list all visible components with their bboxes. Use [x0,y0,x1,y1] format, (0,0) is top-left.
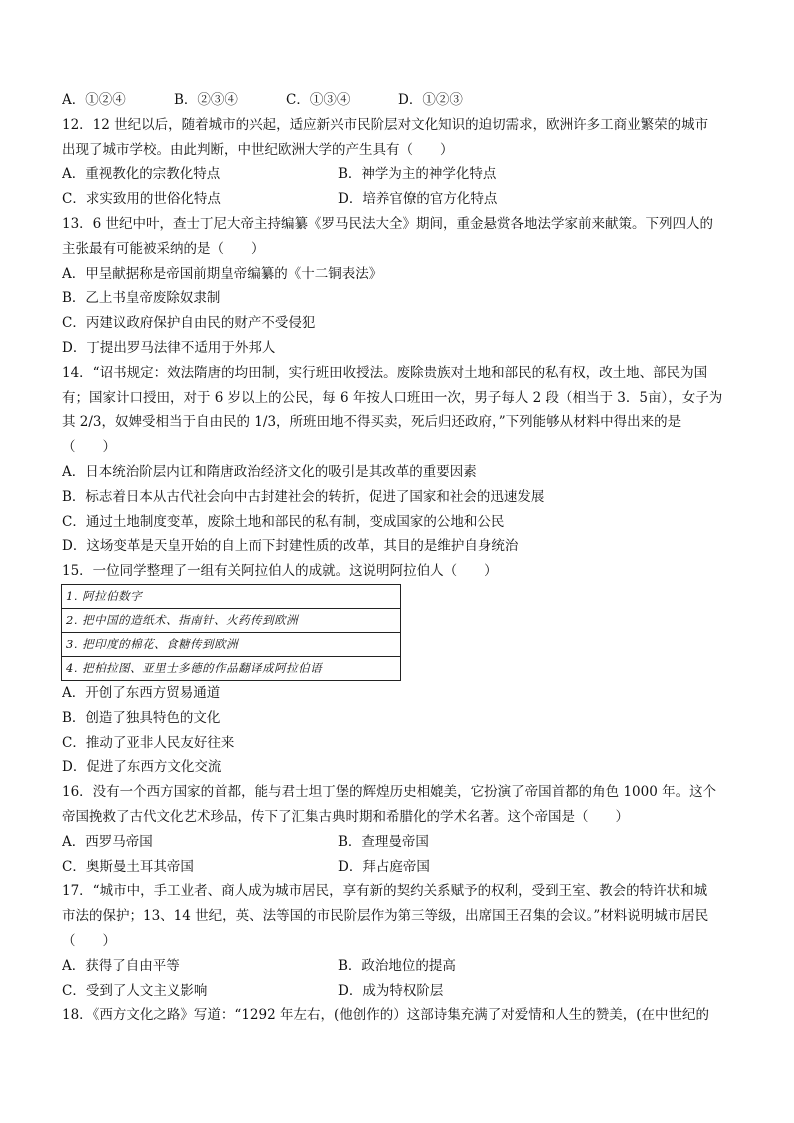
q14-option-a[interactable]: A．日本统治阶层内讧和隋唐政治经济文化的吸引是其改革的重要因素 [62,463,477,480]
q12-stem-line: 出现了城市学校。由此判断，中世纪欧洲大学的产生具有（ ） [62,141,454,158]
q15-option-a[interactable]: A．开创了东西方贸易通道 [62,684,221,701]
q13-stem-line: 主张最有可能被采纳的是（ ） [62,240,265,257]
q16-option-a[interactable]: A．西罗马帝国 [62,833,153,850]
q12-stem-line: 12．12 世纪以后，随着城市的兴起，适应新兴市民阶层对文化知识的迫切需求，欧洲许多工商业繁荣的城市 [62,116,709,133]
q15-option-b[interactable]: B．创造了独具特色的文化 [62,709,221,726]
q17-stem-line: （ ） [62,932,116,949]
q17-options-row [62,954,742,979]
q12-option-d[interactable]: D．培养官僚的官方化特点 [338,191,498,208]
q17-option-c[interactable]: C．受到了人文主义影响 [62,982,208,999]
q16-options-row [62,855,742,880]
q14-stem-line: （ ） [62,439,116,456]
q13-option-a[interactable]: A．甲呈献据称是帝国前期皇帝编纂的《十二铜表法》 [62,265,383,282]
q17-stem-line: 17．“城市中，手工业者、商人成为城市居民，享有新的契约关系赋予的权利，受到王室、教会的特许状和城 [62,883,708,900]
q12-options-row [62,162,742,187]
q17-option-b[interactable]: B．政治地位的提高 [338,957,456,974]
q15-stem-line: 15．一位同学整理了一组有关阿拉伯人的成就。这说明阿拉伯人（ ） [62,563,498,580]
table-row: 1. 阿拉伯数字 [62,584,401,608]
q13-option-b[interactable]: B．乙上书皇帝废除奴隶制 [62,290,221,307]
q16-option-d[interactable]: D．拜占庭帝国 [338,858,430,875]
q12-option-c[interactable]: C．求实致用的世俗化特点 [62,191,221,208]
q11-option-a[interactable]: A．①②④ [62,92,126,108]
q15-option-c[interactable]: C．推动了亚非人民友好往来 [62,734,235,751]
achievements-table [61,584,401,681]
table-row: 3. 把印度的棉花、食糖传到欧洲 [62,632,401,656]
q14-option-d[interactable]: D．这场变革是天皇开始的自上而下封建性质的改革，其目的是维护自身统治 [62,538,519,555]
q14-stem-line: 有；国家计口授田，对于 6 岁以上的公民，每 6 年按人口班田一次，男子每人 2 段（相当于 3．5亩），女子为 [62,389,723,406]
q16-stem-line: 16．没有一个西方国家的首都，能与君士坦丁堡的辉煌历史相媲美，它扮演了帝国首都的角色 1000 年。这个 [62,784,717,801]
q11-option-d[interactable]: D．①②③ [398,92,463,108]
q14-option-c[interactable]: C．通过土地制度变革，废除土地和部民的私有制，变成国家的公地和公民 [62,513,505,530]
q15-option-d[interactable]: D．促进了东西方文化交流 [62,759,222,776]
q16-stem-line: 帝国挽救了古代文化艺术珍品，传下了汇集古典时期和希腊化的学术名著。这个帝国是（ ） [62,808,629,825]
q17-options-row [62,979,742,1004]
table-row: 4. 把柏拉图、亚里士多德的作品翻译成阿拉伯语 [62,656,401,680]
q13-option-c[interactable]: C．丙建议政府保护自由民的财产不受侵犯 [62,315,316,332]
q12-options-row [62,187,742,212]
q12-option-b[interactable]: B．神学为主的神学化特点 [338,166,497,183]
q16-option-c[interactable]: C．奥斯曼土耳其帝国 [62,858,194,875]
q17-stem-line: 市法的保护；13、14 世纪，英、法等国的市民阶层作为第三等级，出席国王召集的会议。”材料说明城市居民 [62,908,709,925]
exam-page [62,88,742,1028]
q13-stem-line: 13．6 世纪中叶，查士丁尼大帝主持编纂《罗马民法大全》期间，重金悬赏各地法学家前来献策。下列四人的 [62,215,714,232]
q16-options-row [62,830,742,855]
q16-option-b[interactable]: B．查理曼帝国 [338,833,429,850]
q11-options [62,88,742,113]
q17-option-a[interactable]: A．获得了自由平等 [62,957,180,974]
q14-stem-line: 其 2/3，奴婢受相当于自由民的 1/3，所班田地不得买卖，死后归还政府，”下列能够从材料中得出来的是 [62,414,682,431]
q18-stem-line: 18．《西方文化之路》写道：“1292 年左右，(他创作的）这部诗集充满了对爱情和人生的赞美，(在中世纪的 [62,1007,710,1024]
table-row: 2. 把中国的造纸术、指南针、火药传到欧洲 [62,608,401,632]
q17-option-d[interactable]: D．成为特权阶层 [338,982,444,999]
q14-stem-line: 14．“诏书规定：效法隋唐的均田制，实行班田收授法。废除贵族对土地和部民的私有权，改土地、部民为国 [62,364,708,381]
q11-option-b[interactable]: B．②③④ [174,92,238,108]
q13-option-d[interactable]: D．丁提出罗马法律不适用于外邦人 [62,339,276,356]
q11-option-c[interactable]: C．①③④ [286,92,351,108]
q12-option-a[interactable]: A．重视教化的宗教化特点 [62,166,221,183]
q14-option-b[interactable]: B．标志着日本从古代社会向中古封建社会的转折，促进了国家和社会的迅速发展 [62,488,545,505]
